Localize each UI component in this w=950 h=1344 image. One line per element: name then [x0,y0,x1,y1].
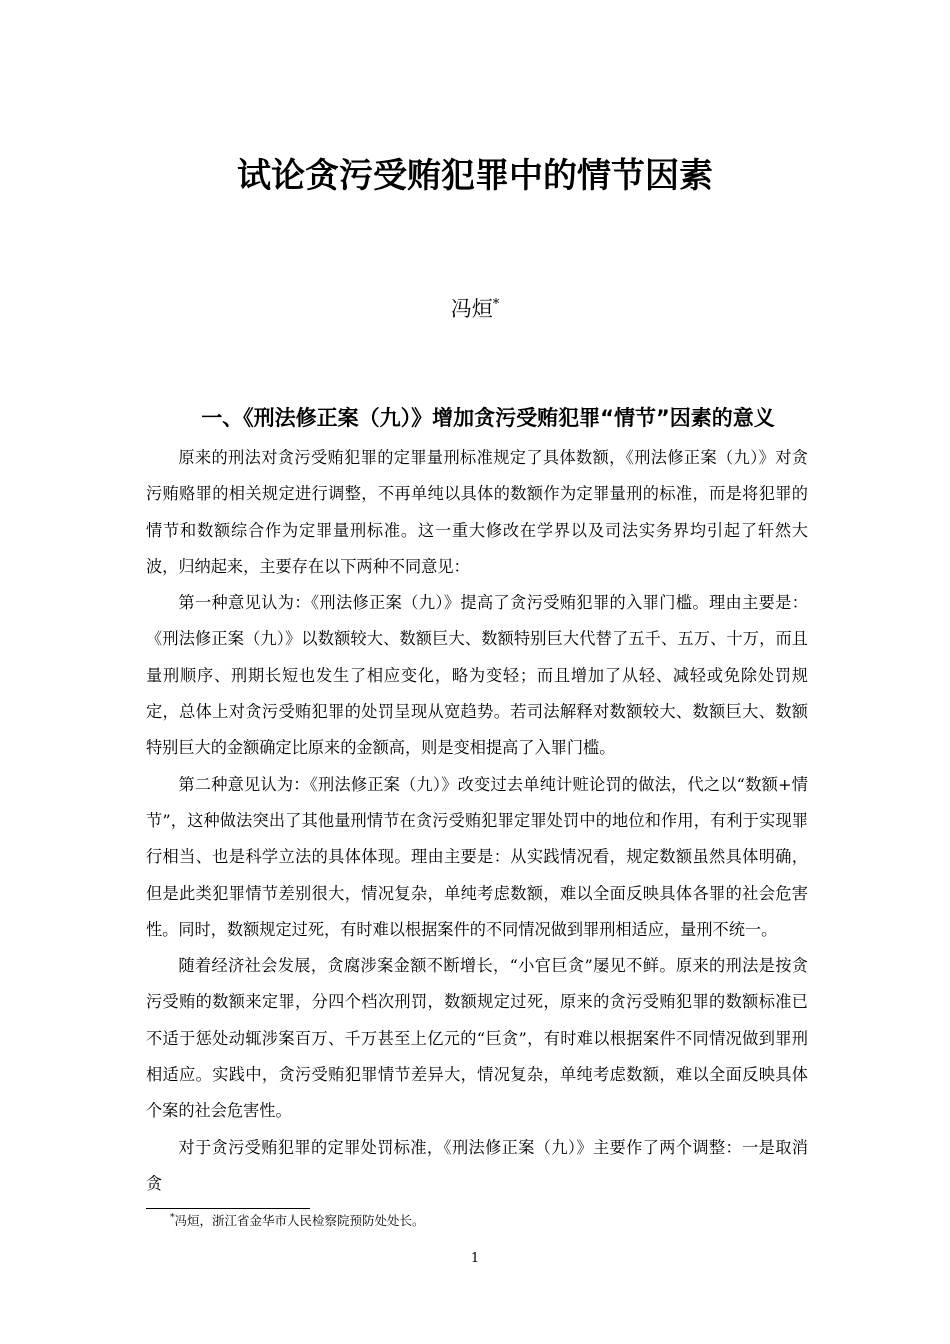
author-name: 冯烜 [450,297,493,321]
paragraph: 随着经济社会发展，贪腐涉案金额不断增长，“小官巨贪”屡见不鲜。原来的刑法是按贪污受贿的数额来定罪，分四个档次刑罚，数额规定过死，原来的贪污受贿犯罪的数额标准已不适于惩处动辄涉案百万、千万甚至上亿元的“巨贪”，有时难以根据案件不同情况做到罪刑相适应。实践中，贪污受贿犯罪情节差异大，情况复杂，单纯考虑数额，难以全面反映具体个案的社会危害性。 [146,956,808,1121]
paragraph: 原来的刑法对贪污受贿犯罪的定罪量刑标准规定了具体数额，《刑法修正案（九）》对贪污贿赂罪的相关规定进行调整，不再单纯以具体的数额作为定罪量刑的标准，而是将犯罪的情节和数额综合作为定罪量刑标准。这一重大修改在学界以及司法实务界均引起了轩然大波，归纳起来，主要存在以下两种不同意见： [146,448,808,576]
page-number: 1 [470,1251,480,1266]
footnote-mark: * [170,1212,175,1223]
footnote-divider [146,1208,310,1209]
section-heading: 一、《刑法修正案（九）》增加贪污受贿犯罪“情节”因素的意义 [201,406,775,430]
paper-title: 试论贪污受贿犯罪中的情节因素 [237,156,713,196]
footnote-text: 冯烜，浙江省金华市人民检察院预防处处长。 [174,1213,425,1228]
author-footnote-mark[interactable]: * [492,297,500,312]
author-line [0,294,950,324]
paragraph: 第二种意见认为：《刑法修正案（九）》改变过去单纯计赃论罚的做法，代之以“数额+情节”，这种做法突出了其他量刑情节在贪污受贿犯罪定罪处罚中的地位和作用，有利于实现罪行相当、也是科学立法的具体体现。理由主要是：从实践情况看，规定数额虽然具体明确，但是此类犯罪情节差别很大，情况复杂，单纯考虑数额，难以全面反映具体各罪的社会危害性。同时，数额规定过死，有时难以根据案件的不同情况做到罪刑相适应，量刑不统一。 [146,774,808,939]
body-text [146,440,808,1202]
paragraph: 对于贪污受贿犯罪的定罪处罚标准，《刑法修正案（九）》主要作了两个调整：一是取消贪 [146,1137,808,1193]
paragraph: 第一种意见认为：《刑法修正案（九）》提高了贪污受贿犯罪的入罪门槛。理由主要是：《刑法修正案（九）》以数额较大、数额巨大、数额特别巨大代替了五千、五万、十万，而且量刑顺序、刑期长短也发生了相应变化，略为变轻；而且增加了从轻、减轻或免除处罚规定，总体上对贪污受贿犯罪的处罚呈现从宽趋势。若司法解释对数额较大、数额巨大、数额特别巨大的金额确定比原来的金额高，则是变相提高了入罪门槛。 [146,593,808,758]
footnote [170,1212,425,1230]
